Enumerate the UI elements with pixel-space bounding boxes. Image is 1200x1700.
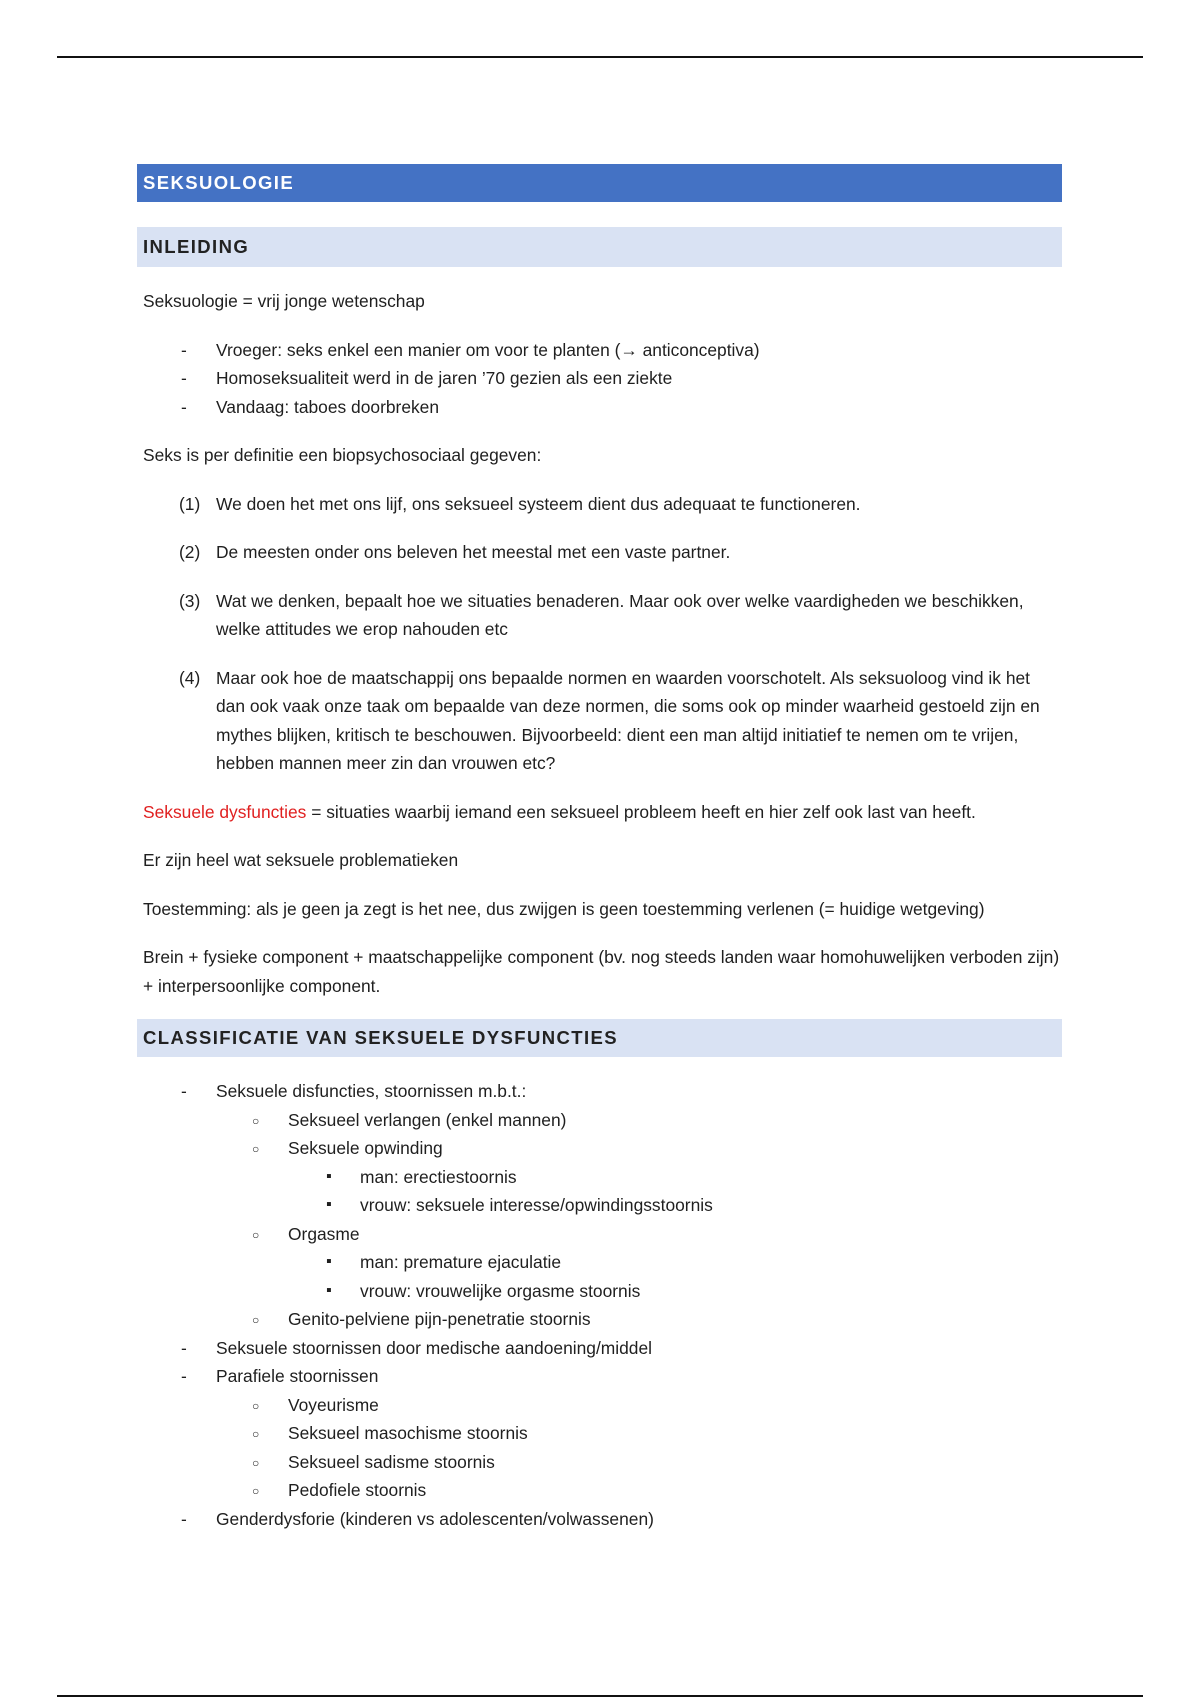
biopsychosocial-paragraph: Seks is per definitie een biopsychosociaal gegeven: <box>143 445 542 465</box>
heading-inleiding: INLEIDING <box>137 227 1062 267</box>
item-number: (1) <box>179 493 201 514</box>
sublist <box>216 1391 1062 1505</box>
sub-sublist-item: ▪ vrouw: seksuele interesse/opwindingsstoornis <box>288 1191 1062 1220</box>
sublist-item: ○ Seksueel masochisme stoornis <box>216 1419 1062 1448</box>
page-title: SEKSUOLOGIE <box>137 164 1062 202</box>
sub-sublist-item: ▪ vrouw: vrouwelijke orgasme stoornis <box>288 1277 1062 1306</box>
sublist-item-text: Seksuele opwinding <box>288 1138 443 1158</box>
classificatie-list <box>137 1077 1062 1533</box>
sub-sublist <box>288 1248 1062 1305</box>
sub-sublist-item: ▪ man: premature ejaculatie <box>288 1248 1062 1277</box>
problematieken-paragraph: Er zijn heel wat seksuele problematieken <box>143 850 459 870</box>
list-item: - Genderdysforie (kinderen vs adolescenten/volwassenen) <box>137 1505 1062 1534</box>
heading-classificatie: CLASSIFICATIE VAN SEKSUELE DYSFUNCTIES <box>137 1019 1062 1057</box>
sublist-item: ○ Voyeurisme <box>216 1391 1062 1420</box>
sublist-item-text: Orgasme <box>288 1223 360 1244</box>
bottom-rule <box>57 1695 1143 1697</box>
list-item: - Vandaag: taboes doorbreken <box>137 393 1062 422</box>
dysfuncties-definition-text: = situaties waarbij iemand een seksueel probleem heeft en hier zelf ook last van heeft. <box>306 801 976 822</box>
numbered-list <box>137 490 1062 778</box>
sublist-item <box>216 1134 1062 1220</box>
list-item: - Seksuele stoornissen door medische aandoening/middel <box>137 1334 1062 1363</box>
item-number: (4) <box>179 667 201 688</box>
item-text: De meesten onder ons beleven het meestal met een vaste partner. <box>216 542 731 562</box>
item-text: Wat we denken, bepaalt hoe we situaties benaderen. Maar ook over welke vaardigheden we beschikken, welke attitudes we erop nahouden etc <box>216 590 1024 639</box>
numbered-item <box>137 587 1062 644</box>
numbered-item <box>137 490 1062 519</box>
sub-sublist-item: ▪ man: erectiestoornis <box>288 1163 1062 1192</box>
item-number: (2) <box>179 542 201 562</box>
dysfuncties-term: Seksuele dysfuncties <box>143 801 307 822</box>
list-item-text: Seksuele disfuncties, stoornissen m.b.t.: <box>216 1081 527 1101</box>
intro-paragraph: Seksuologie = vrij jonge wetenschap <box>143 291 425 311</box>
dysfuncties-definition <box>143 798 1062 827</box>
sublist <box>216 1106 1062 1334</box>
sublist-item <box>216 1220 1062 1306</box>
list-item-text: Parafiele stoornissen <box>216 1366 379 1386</box>
toestemming-paragraph: Toestemming: als je geen ja zegt is het nee, dus zwijgen is geen toestemming verlenen (= huidige wetgeving) <box>143 898 985 919</box>
item-number: (3) <box>179 590 201 611</box>
document-body <box>137 164 1062 1553</box>
item-text: Maar ook hoe de maatschappij ons bepaalde normen en waarden voorschotelt. Als seksuoloog vind ik het dan ook vaak onze taak om bepaalde van deze normen, die soms ook op minder waarheid gestoeld zijn en mythes blijken, kritisch te beschouwen. Bijvoorbeeld: dient een man altijd initiatief te nemen om te vrijen, hebben mannen meer zin dan vrouwen etc? <box>216 667 1040 773</box>
sublist-item: ○ Genito-pelviene pijn-penetratie stoornis <box>216 1305 1062 1334</box>
list-item <box>137 1077 1062 1334</box>
list-item: - Homoseksualiteit werd in de jaren ’70 gezien als een ziekte <box>137 364 1062 393</box>
sublist-item: ○ Seksueel sadisme stoornis <box>216 1448 1062 1477</box>
sublist-item: ○ Pedofiele stoornis <box>216 1476 1062 1505</box>
list-item <box>137 1362 1062 1505</box>
numbered-item <box>137 538 1062 567</box>
brein-paragraph: Brein + fysieke component + maatschappelijke component (bv. nog steeds landen waar homohuwelijken verboden zijn) + interpersoonlijke component. <box>143 947 1060 996</box>
top-rule <box>57 56 1143 58</box>
list-item: - Vroeger: seks enkel een manier om voor te planten (→ anticonceptiva) <box>137 336 1062 365</box>
sublist-item: ○ Seksueel verlangen (enkel mannen) <box>216 1106 1062 1135</box>
intro-bullet-list <box>137 336 1062 422</box>
item-text: We doen het met ons lijf, ons seksueel systeem dient dus adequaat te functioneren. <box>216 493 861 514</box>
numbered-item <box>137 664 1062 778</box>
sub-sublist <box>288 1163 1062 1220</box>
